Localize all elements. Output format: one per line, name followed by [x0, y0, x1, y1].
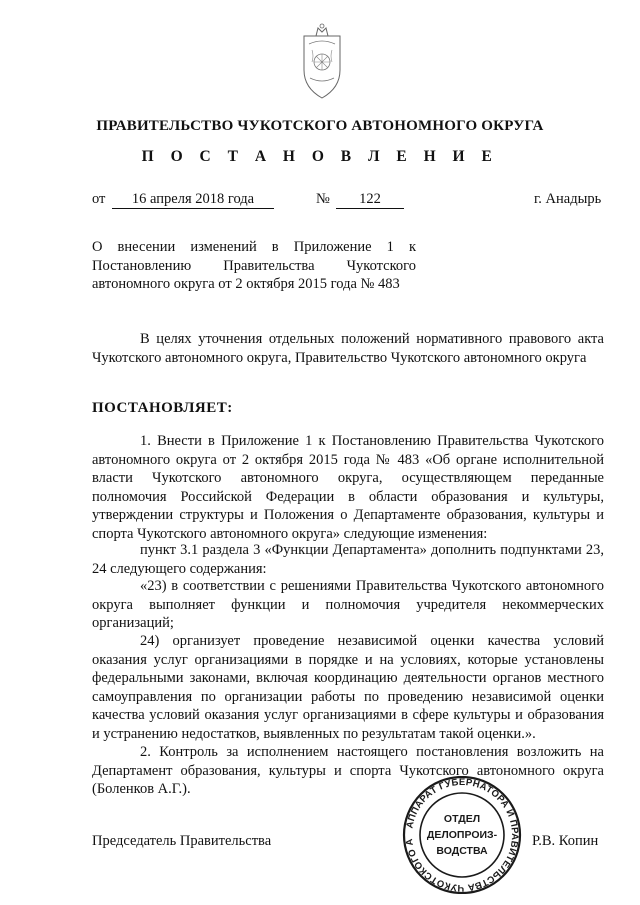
document-subject	[92, 238, 416, 294]
document-requisites	[92, 191, 602, 213]
document-date: 16 апреля 2018 года	[112, 191, 274, 209]
date-label: от	[92, 191, 106, 207]
item-1-paragraph: 1. Внести в Приложение 1 к Постановлению Правительства Чукотского автономного округа от 2 октября 2015 года № 483 «Об органе исполнительной власти Чукотского автономного округа, осуществляющем переданные полномочия Российской Федерации в области образования и культуры, утверждении структуры и Положения о Департаменте образования, культуры и спорта Чукотского автономного округа» следующие изменения:	[92, 433, 604, 542]
signatory-position: Председатель Правительства	[92, 833, 272, 849]
number-label: №	[316, 191, 330, 207]
subject-line: О внесении изменений в Приложение 1 к	[92, 239, 416, 255]
item-1-subparagraph: пункт 3.1 раздела 3 «Функции Департамента» дополнить подпунктами 23, 24 следующего содержания:	[92, 542, 604, 577]
document-number: 122	[336, 191, 404, 209]
coat-of-arms-emblem	[300, 22, 344, 102]
stamp-ring-text: АППАРАТ ГУБЕРНАТОРА И ПРАВИТЕЛЬСТВА ЧУКОТСКОГО А	[404, 776, 521, 894]
resolves-heading: ПОСТАНОВЛЯЕТ:	[92, 400, 233, 416]
stamp-line-3: ВОДСТВА	[436, 845, 488, 857]
stamp-line-2: ДЕЛОПРОИЗ-	[426, 829, 498, 841]
document-city: г. Анадырь	[534, 191, 602, 207]
subitem-24-paragraph: 24) организует проведение независимой оценки качества условий оказания услуг организациями в порядке и на условиях, которые установлены федеральными законами, включая координацию деятельности органов местного самоуправления по организации работы по проведению независимой оценки качества условий оказания услуг организациями в сфере культуры и образования и устранению недостатков, выявленных по результатам такой оценки.».	[92, 633, 604, 742]
preamble-paragraph: В целях уточнения отдельных положений нормативного правового акта Чукотского автономного округа, Правительство Чукотского автономного округа	[92, 331, 604, 366]
document-type-title: П О С Т А Н О В Л Е Н И Е	[141, 148, 499, 165]
subject-line: Постановлению Правительства Чукотского	[92, 257, 416, 274]
official-stamp	[392, 776, 532, 894]
government-title: ПРАВИТЕЛЬСТВО ЧУКОТСКОГО АВТОНОМНОГО ОКРУГА	[96, 118, 544, 134]
stamp-line-1: ОТДЕЛ	[443, 813, 481, 825]
subject-line: автономного округа от 2 октября 2015 года № 483	[92, 276, 400, 292]
item-2-paragraph: 2. Контроль за исполнением настоящего постановления возложить на Департамент образования, культуры и спорта Чукотского автономного округа (Боленков А.Г.).	[92, 744, 604, 797]
signatory-name: Р.В. Копин	[532, 833, 599, 849]
subitem-23-paragraph: «23) в соответствии с решениями Правительства Чукотского автономного округа выполняет функции и полномочия учредителя некоммерческих организаций;	[92, 578, 604, 631]
